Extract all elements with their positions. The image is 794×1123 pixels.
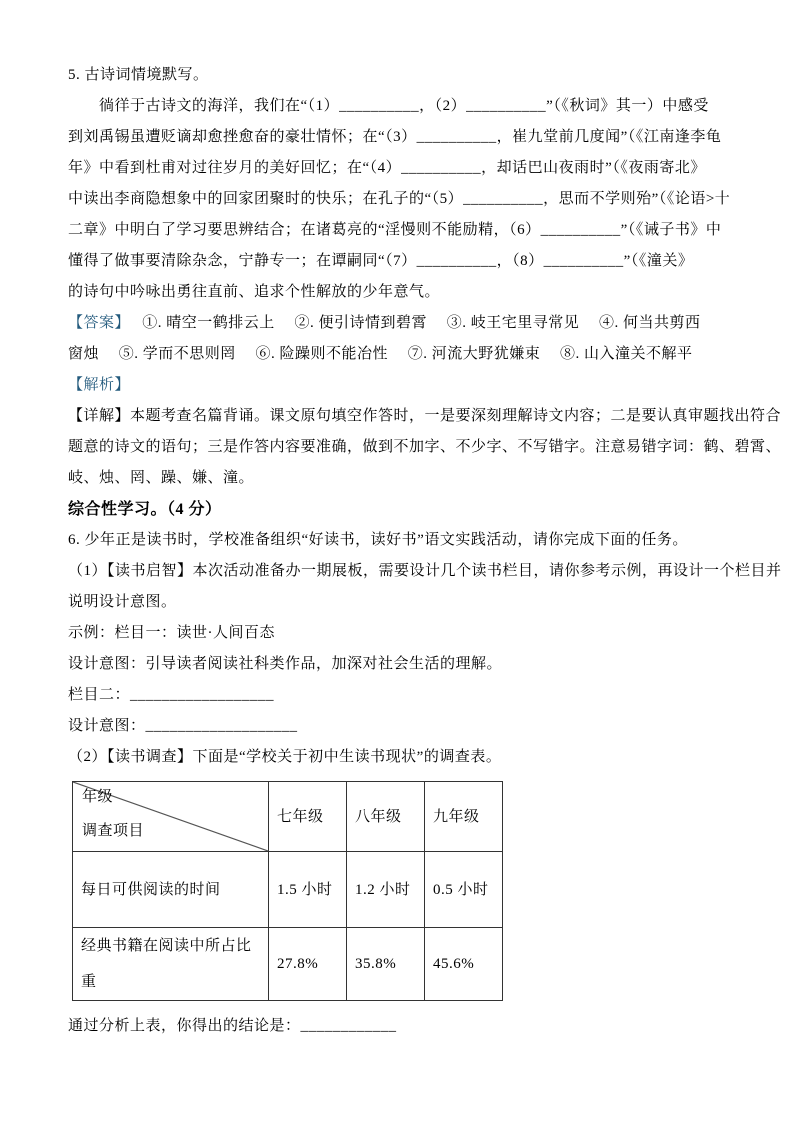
header-cell-grade7: 七年级 [269, 782, 347, 852]
corner-label-item: 调查项目 [82, 823, 145, 839]
answer-items-line-1: ①. 晴空一鹤排云上 ②. 便引诗情到碧霄 ③. 岐王宅里寻常见 ④. 何当共剪西 [122, 315, 701, 331]
q5-body-line-1: 徜徉于古诗文的海洋，我们在“（1）__________，（2）__________”（《秋词》其一）中感受 [68, 98, 709, 114]
cell-time-grade7: 1.5 小时 [269, 852, 347, 928]
row-label-classic-ratio: 经典书籍在阅读中所占比重 [73, 928, 269, 1001]
q6-example-intent: 设计意图：引导读者阅读社科类作品，加深对社会生活的理解。 [68, 656, 503, 672]
survey-row-classic-ratio [73, 928, 503, 1001]
header-cell-grade9: 九年级 [425, 782, 503, 852]
cell-ratio-grade7: 27.8% [269, 928, 347, 1001]
cell-ratio-grade8: 35.8% [347, 928, 425, 1001]
q5-body-line-5: 二章》中明白了学习要思辨结合；在诸葛亮的“淫慢则不能励精，（6）__________”（《诫子书》中 [68, 222, 722, 238]
q5-answer-line-2: 窗烛 ⑤. 学而不思则罔 ⑥. 险躁则不能冶性 ⑦. 河流大野犹嫌束 ⑧. 山入潼关不解平 [68, 346, 693, 362]
q6-part1-line-1: （1）【读书启智】本次活动准备办一期展板，需要设计几个读书栏目，请你参考示例，再设计一个栏目并 [68, 563, 782, 579]
q6-example-column: 示例：栏目一：读世·人间百态 [68, 625, 275, 641]
section-heading: 综合性学习。（4 分） [68, 501, 222, 518]
q5-body-line-4: 中读出李商隐想象中的回家团聚时的快乐；在孔子的“（5）__________，思而不学则殆”（《论语>十 [68, 191, 731, 207]
corner-header-cell [73, 782, 269, 852]
q5-body-line-3: 年》中看到杜甫对过往岁月的美好回忆；在“（4）__________，却话巴山夜雨时”（《夜雨寄北》 [68, 160, 706, 176]
q5-body-line-7: 的诗句中吟咏出勇往直前、追求个性解放的少年意气。 [68, 284, 441, 300]
q6-blank-column: 栏目二：__________________ [68, 687, 275, 703]
q5-answer-line-1 [68, 308, 733, 339]
q5-body-line-2: 到刘禹锡虽遭贬谪却愈挫愈奋的豪壮情怀；在“（3）__________，崔九堂前几度闻”（《江南逢李龟 [68, 129, 722, 145]
survey-row-reading-time [73, 852, 503, 928]
q6-intro: 6. 少年正是读书时，学校准备组织“好读书，读好书”语文实践活动，请你完成下面的任务。 [68, 532, 688, 548]
q6-part2-intro: （2）【读书调查】下面是“学校关于初中生读书现状”的调查表。 [68, 749, 502, 765]
answer-label: 【答案】 [68, 315, 123, 331]
q5-detail-line-1: 【详解】本题考查名篇背诵。课文原句填空作答时，一是要深刻理解诗文内容；二是要认真审题找出符合 [68, 408, 782, 424]
cell-time-grade9: 0.5 小时 [425, 852, 503, 928]
corner-label-grade: 年级 [82, 789, 114, 805]
survey-header-row [73, 782, 503, 852]
row-label-reading-time: 每日可供阅读的时间 [73, 852, 269, 928]
q5-detail-line-2: 题意的诗文的语句；三是作答内容要准确，做到不加字、不少字、不写错字。注意易错字词：鹤、碧霄、 [68, 439, 782, 455]
header-cell-grade8: 八年级 [347, 782, 425, 852]
analysis-label: 【解析】 [68, 377, 131, 393]
q5-detail-line-3: 岐、烛、罔、躁、嫌、潼。 [68, 470, 255, 486]
survey-table [72, 781, 503, 1001]
q6-part1-line-2: 说明设计意图。 [68, 594, 177, 610]
q5-body-line-6: 懂得了做事要清除杂念，宁静专一；在谭嗣同“（7）__________，（8）__________”（《潼关》 [68, 253, 694, 269]
q5-title: 5. 古诗词情境默写。 [68, 67, 209, 83]
cell-time-grade8: 1.2 小时 [347, 852, 425, 928]
q6-conclusion: 通过分析上表，你得出的结论是：____________ [68, 1018, 397, 1034]
cell-ratio-grade9: 45.6% [425, 928, 503, 1001]
q6-blank-intent: 设计意图：___________________ [68, 718, 298, 734]
